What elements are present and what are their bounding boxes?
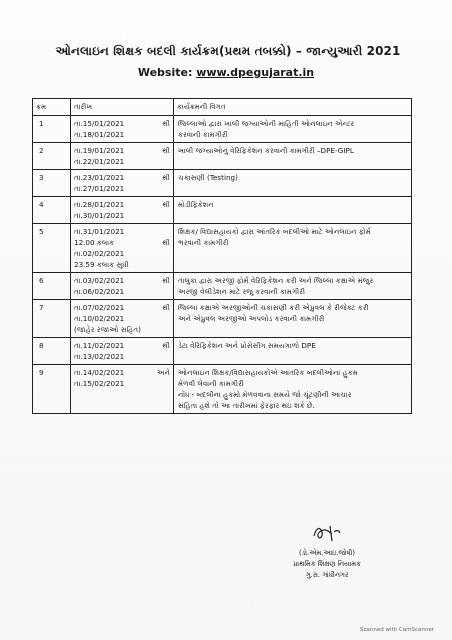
row-dates <box>71 197 174 224</box>
date-line <box>74 340 170 351</box>
date-text: તા.15/01/2021 <box>74 119 125 128</box>
document-title: ઓનલાઇન શિક્ષક બદલી કાર્યક્રમ(પ્રથમ તબક્કો) – જાન્યુઆરી 2021 <box>55 44 401 58</box>
row-serial: 8 <box>33 338 71 365</box>
date-line <box>74 237 170 248</box>
date-suffix: થી <box>162 238 170 247</box>
row-details <box>174 170 412 197</box>
row-serial: 4 <box>33 197 71 224</box>
table-header-row <box>33 99 412 116</box>
table-row <box>33 116 412 143</box>
signatory-place: ગુ.રા. ગાંધીનગર <box>305 571 349 579</box>
table-row <box>33 338 412 365</box>
date-suffix: થી <box>162 303 170 312</box>
date-text: તા.14/02/2021 <box>74 368 125 377</box>
schedule-table <box>32 98 412 414</box>
row-serial: 9 <box>33 365 71 414</box>
date-line <box>74 286 170 297</box>
date-suffix: થી <box>162 173 170 182</box>
row-dates <box>71 300 174 338</box>
date-text: તા.19/01/2021 <box>74 146 125 155</box>
website-link[interactable]: www.dpegujarat.in <box>196 66 315 79</box>
date-line <box>74 248 170 259</box>
row-details <box>174 338 412 365</box>
row-serial: 6 <box>33 273 71 300</box>
date-text: તા.11/02/2021 <box>74 341 125 350</box>
row-dates <box>71 365 174 414</box>
row-dates <box>71 273 174 300</box>
details-line: જિલ્લાઓ દ્વારા ખાલી જગ્યાઓની માહિતી ઓનલાઇન એન્ટર <box>178 119 355 128</box>
signatory-designation: પ્રાથમિક શિક્ષણ નિયામક <box>293 560 361 568</box>
header-date: તારીખ <box>71 99 174 116</box>
website-label: Website: <box>137 66 193 79</box>
details-line: સંહિતા હશે તો આ તારીખમાં ફેરફાર થઇ શકે છે. <box>178 401 315 410</box>
row-details <box>174 273 412 300</box>
date-line <box>74 199 170 210</box>
date-suffix: અને <box>157 368 170 377</box>
row-details <box>174 224 412 273</box>
signature-mark-icon <box>310 522 344 544</box>
date-line <box>74 324 170 335</box>
details-line: જિલ્લા કક્ષાએ અરજીઓની ચકાસણી કરી એપ્રુવલ કે રીજેક્ટ કરી <box>178 303 369 312</box>
row-serial: 3 <box>33 170 71 197</box>
date-text: તા.13/02/2021 <box>74 352 125 361</box>
details-line: મેળવી લેવાની કામગીરી <box>178 379 244 388</box>
row-details <box>174 143 412 170</box>
signature-block <box>272 522 382 581</box>
details-line: નોંધઃ- બદલીના હુકમો મેળવવાના સમયે જો ચૂંટણીની આચાર <box>178 390 352 399</box>
date-line <box>74 259 170 270</box>
date-line <box>74 302 170 313</box>
details-line: કરવાની કામગીરી <box>178 130 228 139</box>
website-line <box>0 66 452 79</box>
date-text: 23.59 કલાક સુધી <box>74 260 129 269</box>
details-line: ખાલી જગ્યાઓનું વેરિફિકેશન કરવાની કામગીરી –DPE-GIPL <box>178 146 354 155</box>
date-text: તા.10/02/2021 <box>74 314 125 323</box>
row-serial: 1 <box>33 116 71 143</box>
date-text: તા.22/01/2021 <box>74 157 125 166</box>
date-text: તા.23/01/2021 <box>74 173 125 182</box>
row-serial: 7 <box>33 300 71 338</box>
details-line: અરજી વેલીડેશન માટે રજુ કરવાની કામગીરી <box>178 287 306 296</box>
header-details: કાર્યક્રમની વિગત <box>174 99 412 116</box>
table-row <box>33 273 412 300</box>
date-line <box>74 275 170 286</box>
table-row <box>33 300 412 338</box>
date-line <box>74 118 170 129</box>
date-line <box>74 351 170 362</box>
row-dates <box>71 143 174 170</box>
date-text: (જાહેર રજાઓ સહિત) <box>74 325 141 334</box>
table-row <box>33 224 412 273</box>
details-line: ચકાસણી (Testing) <box>178 173 238 182</box>
date-text: તા.31/01/2021 <box>74 227 125 236</box>
details-line: ડેટા વેરિફિકેશન અને પ્રોસેસીંગ સમયગાળો DPE <box>178 341 316 350</box>
date-text: તા.28/01/2021 <box>74 200 125 209</box>
table-row <box>33 197 412 224</box>
details-line: અને એપ્રુવલ અરજીઓ અપલોડ કરવાની કામગીરી <box>178 314 325 323</box>
details-line: શિક્ષક/ વિદ્યાસહાયકો દ્વારા આંતરિક બદલીઓ માટે ઓનલાઇન ફોર્મ <box>178 227 371 236</box>
date-line <box>74 210 170 221</box>
details-line: ભરવાની કામગીરી <box>178 238 229 247</box>
date-line <box>74 145 170 156</box>
scanner-watermark: Scanned with CamScanner <box>360 627 434 633</box>
details-line: મોડીફિકેશન <box>178 200 214 209</box>
table-body <box>33 116 412 414</box>
date-line <box>74 367 170 378</box>
date-line <box>74 156 170 167</box>
date-text: તા.03/02/2021 <box>74 276 125 285</box>
date-line <box>74 129 170 140</box>
row-serial: 2 <box>33 143 71 170</box>
details-line: તાલુકા દ્વારા અરજી ફોર્મ વેરિફિકેશન કરી અને જિલ્લા કક્ષાએ મંજુર <box>178 276 374 285</box>
row-details <box>174 197 412 224</box>
date-line <box>74 378 170 389</box>
details-line: ઓનલાઇન શિક્ષક/વિદ્યાસહાયકોએ આંતરિક બદલીઓના હુકમ <box>178 368 358 377</box>
date-suffix: થી <box>162 146 170 155</box>
date-line <box>74 226 170 237</box>
row-details <box>174 365 412 414</box>
row-dates <box>71 170 174 197</box>
date-suffix: થી <box>162 119 170 128</box>
date-suffix: થી <box>162 341 170 350</box>
row-details <box>174 116 412 143</box>
date-text: તા.02/02/2021 <box>74 249 125 258</box>
table-row <box>33 170 412 197</box>
date-text: તા.07/02/2021 <box>74 303 125 312</box>
date-text: તા.06/02/2021 <box>74 287 125 296</box>
row-dates <box>71 224 174 273</box>
date-suffix: થી <box>162 200 170 209</box>
date-text: 12.00 કલાક <box>74 238 115 247</box>
date-text: તા.27/01/2021 <box>74 184 125 193</box>
date-line <box>74 183 170 194</box>
table-row <box>33 365 412 414</box>
header-serial: ક્રમ <box>33 99 71 116</box>
row-dates <box>71 338 174 365</box>
date-suffix: થી <box>162 276 170 285</box>
date-line <box>74 313 170 324</box>
date-text: તા.18/01/2021 <box>74 130 125 139</box>
date-text: તા.30/01/2021 <box>74 211 125 220</box>
date-line <box>74 172 170 183</box>
row-dates <box>71 116 174 143</box>
table-row <box>33 143 412 170</box>
row-serial: 5 <box>33 224 71 273</box>
row-details <box>174 300 412 338</box>
signatory-name: (ડો.એમ.આઇ.જોષી) <box>298 549 356 557</box>
date-text: તા.15/02/2021 <box>74 379 125 388</box>
